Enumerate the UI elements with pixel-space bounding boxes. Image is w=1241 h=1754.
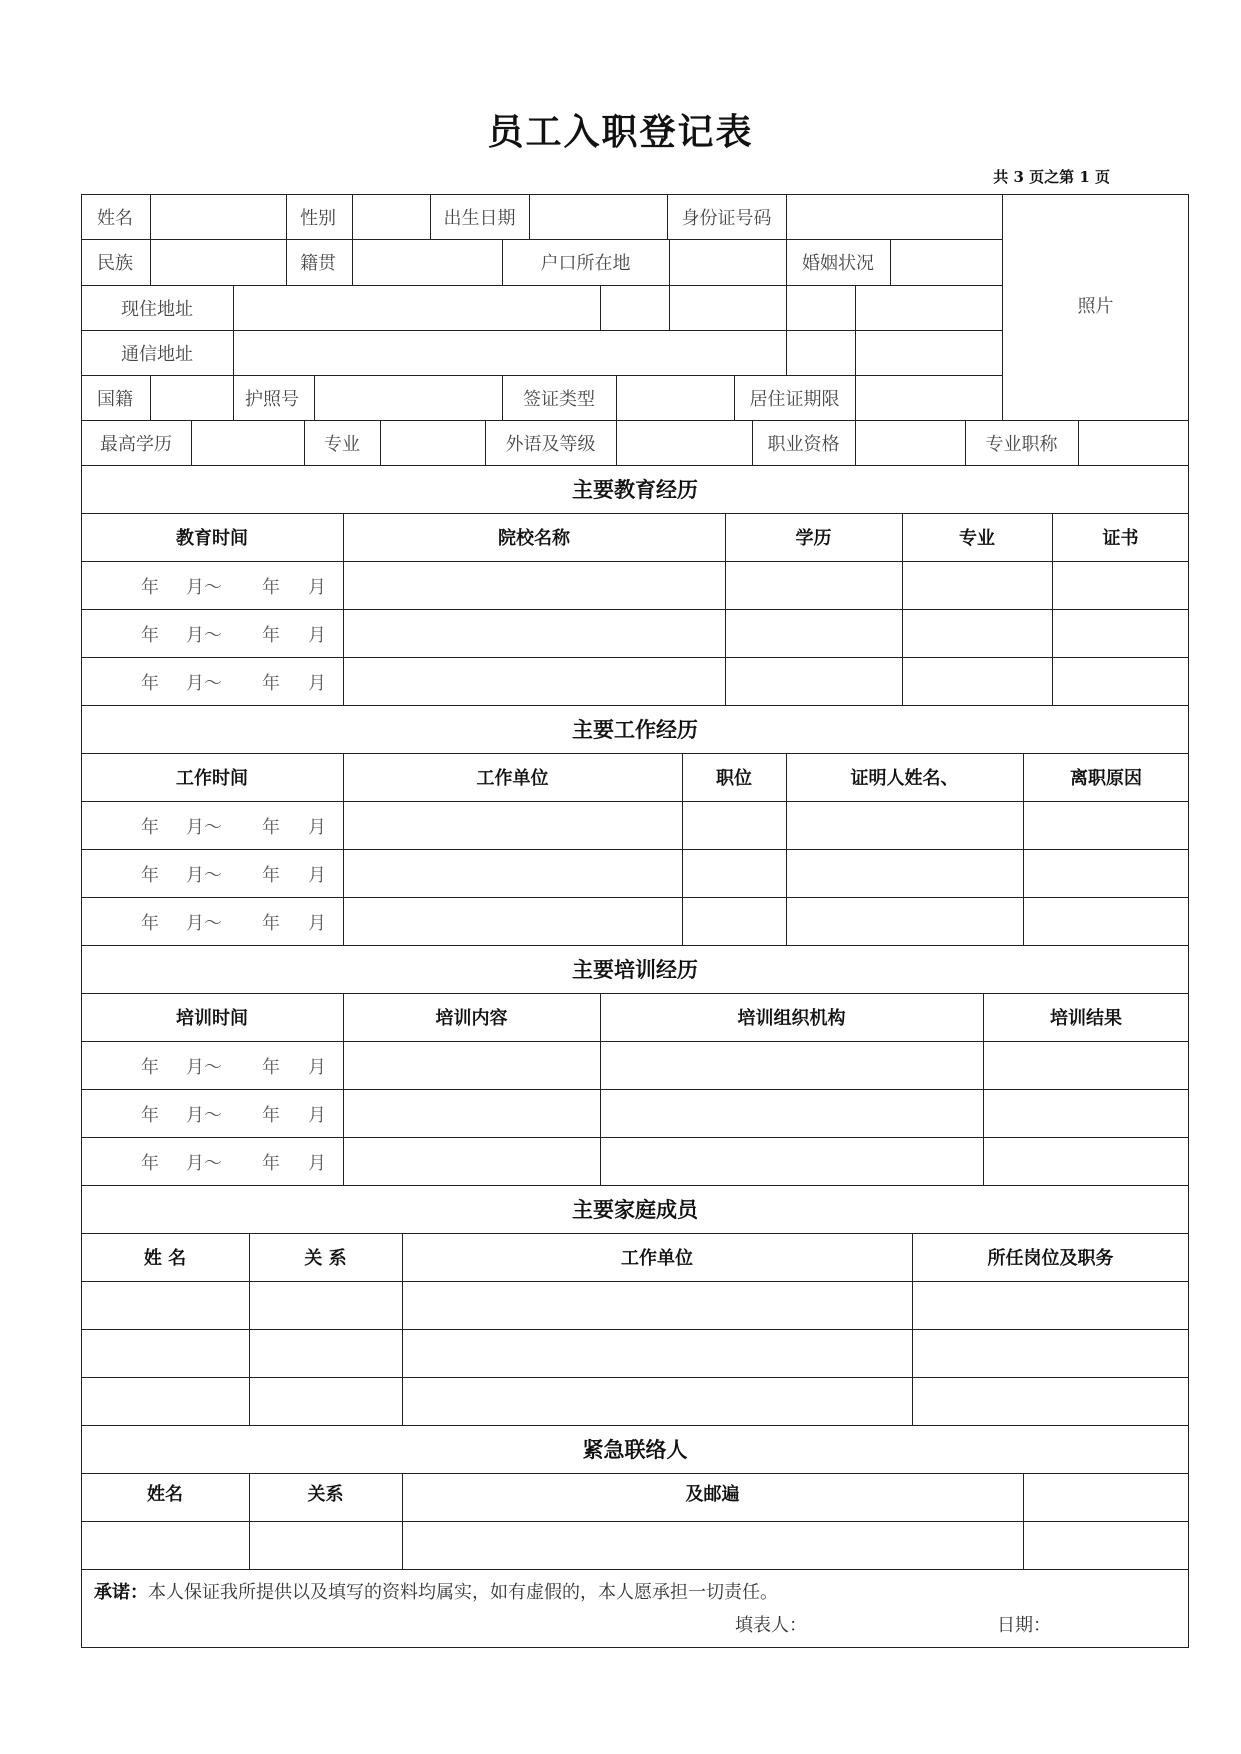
page-title: 员工入职登记表: [487, 111, 754, 153]
col-divider: [855, 285, 856, 375]
work-date-range: [81, 861, 343, 885]
month-label: 月: [308, 817, 326, 838]
label-id-number: 身份证号码: [681, 207, 772, 229]
year-label: 年: [262, 1153, 280, 1174]
family-header-position: 所任岗位及职务: [987, 1248, 1114, 1269]
col-divider: [352, 239, 353, 285]
row-divider: [81, 1569, 1189, 1570]
label-passport: 护照号: [245, 388, 299, 410]
education-date-range: [81, 669, 343, 693]
month-label: 月: [308, 865, 326, 886]
col-divider: [786, 194, 787, 239]
year-label: 年: [141, 577, 159, 598]
label-mailing-address: 通信地址: [121, 343, 193, 365]
signature-date-label: 日期：: [997, 1615, 1051, 1636]
work-header-leave-reason: 离职原因: [1070, 768, 1142, 789]
education-date-range: [81, 573, 343, 597]
label-language: 外语及等级: [505, 433, 596, 455]
work-header-position: 职位: [716, 768, 752, 789]
year-label: 年: [262, 1105, 280, 1126]
month-label: 月: [308, 1153, 326, 1174]
emergency-section-title: 紧急联络人: [582, 1437, 688, 1462]
month-label: 月～: [186, 817, 222, 838]
col-divider: [150, 375, 151, 420]
year-label: 年: [141, 625, 159, 646]
row-divider: [81, 1281, 1189, 1282]
row-divider: [81, 1041, 1189, 1042]
family-header-employer: 工作单位: [621, 1248, 693, 1269]
month-label: 月～: [186, 865, 222, 886]
family-header-relation: 关 系: [304, 1248, 347, 1269]
col-divider: [855, 375, 856, 420]
emergency-header-relation: 关系: [307, 1484, 344, 1505]
page-indicator: 共 3 页之第 1 页: [993, 168, 1110, 186]
month-label: 月: [308, 1105, 326, 1126]
col-divider: [669, 285, 670, 330]
year-label: 年: [141, 1105, 159, 1126]
col-divider: [1023, 1473, 1024, 1569]
work-header-reference: 证明人姓名、: [850, 768, 959, 789]
month-label: 月～: [186, 1105, 222, 1126]
month-label: 月～: [186, 625, 222, 646]
pledge-statement: [94, 1578, 778, 1604]
work-date-range: [81, 909, 343, 933]
training-date-range: [81, 1053, 343, 1077]
col-divider: [855, 420, 856, 465]
label-professional-title: 专业职称: [985, 433, 1058, 455]
family-section-title: 主要家庭成员: [572, 1197, 698, 1222]
year-label: 年: [141, 817, 159, 838]
family-header-name: 姓 名: [143, 1248, 187, 1269]
col-divider: [1078, 420, 1079, 465]
education-section-title: 主要教育经历: [572, 477, 698, 502]
filler-signature-label: 填表人：: [735, 1615, 807, 1636]
row-divider: [81, 1089, 1189, 1090]
row-divider: [81, 1329, 1189, 1330]
month-label: 月～: [186, 1153, 222, 1174]
education-header-certificate: 证书: [1102, 528, 1139, 549]
label-major: 专业: [324, 433, 360, 455]
label-native-place: 籍贯: [300, 253, 336, 274]
label-residence-permit: 居住证期限: [749, 388, 840, 410]
training-header-organizer: 培训组织机构: [737, 1008, 846, 1029]
training-header-content: 培训内容: [435, 1008, 508, 1029]
work-section-title: 主要工作经历: [572, 717, 698, 742]
month-label: 月: [308, 913, 326, 934]
label-qualification: 职业资格: [767, 433, 840, 455]
work-header-time: 工作时间: [176, 768, 248, 789]
year-label: 年: [141, 1153, 159, 1174]
education-header-major: 专业: [959, 528, 995, 549]
training-header-result: 培训结果: [1050, 1008, 1122, 1029]
education-date-range: [81, 621, 343, 645]
month-label: 月～: [186, 577, 222, 598]
label-birth-date: 出生日期: [443, 207, 516, 229]
label-education-level: 最高学历: [100, 433, 172, 455]
training-header-time: 培训时间: [176, 1008, 248, 1029]
row-divider: [81, 1137, 1189, 1138]
photo-placeholder: 照片: [1077, 296, 1114, 317]
year-label: 年: [141, 1057, 159, 1078]
year-label: 年: [262, 865, 280, 886]
training-section-title: 主要培训经历: [572, 957, 698, 982]
label-household-location: 户口所在地: [540, 253, 631, 274]
training-date-range: [81, 1149, 343, 1173]
row-divider: [81, 657, 1189, 658]
pledge-label: 承诺：: [94, 1582, 148, 1603]
label-name: 姓名: [97, 207, 133, 229]
month-label: 月: [308, 577, 326, 598]
month-label: 月～: [186, 1057, 222, 1078]
emergency-header-name: 姓名: [147, 1484, 183, 1505]
training-date-range: [81, 1101, 343, 1125]
label-current-address: 现住地址: [121, 298, 193, 320]
col-divider: [150, 194, 151, 239]
year-label: 年: [262, 673, 280, 694]
year-label: 年: [141, 865, 159, 886]
education-header-degree: 学历: [795, 528, 832, 549]
row-divider: [81, 561, 1189, 562]
col-divider: [616, 375, 617, 420]
year-label: 年: [141, 673, 159, 694]
month-label: 月: [308, 1057, 326, 1078]
year-label: 年: [141, 913, 159, 934]
row-divider: [81, 609, 1189, 610]
year-label: 年: [262, 577, 280, 598]
education-header-time: 教育时间: [176, 528, 248, 549]
label-ethnicity: 民族: [97, 253, 133, 274]
col-divider: [352, 194, 353, 239]
year-label: 年: [262, 625, 280, 646]
year-label: 年: [262, 817, 280, 838]
col-divider: [529, 194, 530, 239]
row-divider: [81, 1377, 1189, 1378]
col-divider: [191, 420, 192, 465]
month-label: 月: [308, 673, 326, 694]
col-divider: [616, 420, 617, 465]
label-nationality: 国籍: [97, 388, 133, 410]
label-visa-type: 签证类型: [523, 388, 595, 410]
col-divider: [380, 420, 381, 465]
month-label: 月: [308, 625, 326, 646]
work-date-range: [81, 813, 343, 837]
col-divider: [150, 239, 151, 285]
col-divider: [669, 239, 670, 285]
pledge-text: 本人保证我所提供以及填写的资料均属实，如有虚假的，本人愿承担一切责任。: [148, 1582, 778, 1603]
col-divider: [786, 285, 787, 375]
month-label: 月～: [186, 913, 222, 934]
col-divider: [600, 285, 601, 330]
year-label: 年: [262, 913, 280, 934]
label-gender: 性别: [300, 207, 336, 229]
col-divider: [233, 285, 234, 375]
education-header-school: 院校名称: [498, 528, 570, 549]
year-label: 年: [262, 1057, 280, 1078]
month-label: 月～: [186, 673, 222, 694]
col-divider: [314, 375, 315, 420]
emergency-header-contact: 及邮遍: [685, 1484, 740, 1505]
work-header-employer: 工作单位: [476, 768, 549, 789]
label-marital-status: 婚姻状况: [802, 253, 874, 274]
col-divider: [890, 239, 891, 285]
